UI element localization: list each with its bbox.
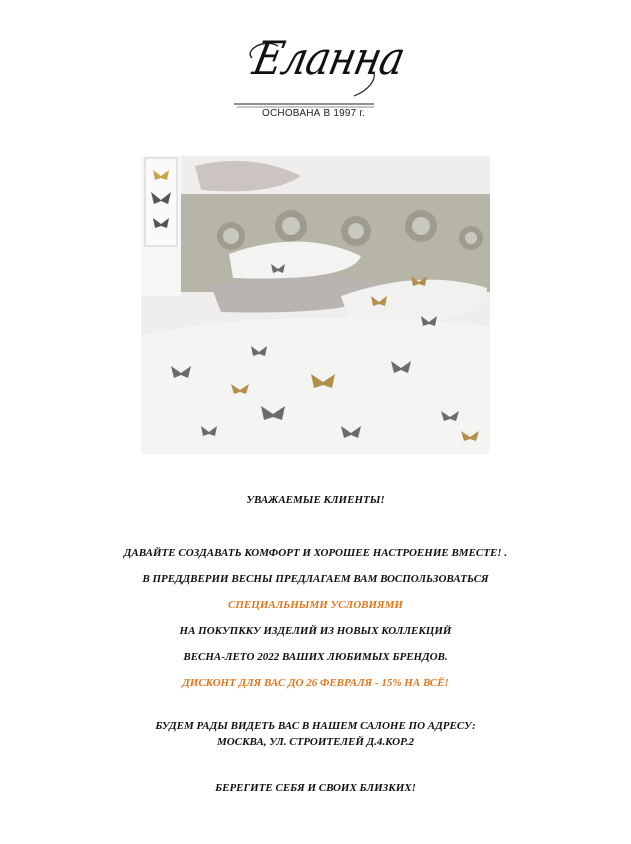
greeting-line: УВАЖАЕМЫЕ КЛИЕНТЫ! [246,494,385,506]
address-line: МОСКВА, УЛ. СТРОИТЕЛЕЙ Д.4.КОР.2 [217,736,414,748]
message-line-4: НА ПОКУПККУ ИЗДЕЛИЙ ИЗ НОВЫХ КОЛЛЕКЦИЙ [179,625,452,637]
message-line-1: ДАВАЙТЕ СОЗДАВАТЬ КОМФОРТ И ХОРОШЕЕ НАСТРОЕНИЕ ВМЕСТЕ! . [123,547,508,559]
address-intro-line: БУДЕМ РАДЫ ВИДЕТЬ ВАС В НАШЕМ САЛОНЕ ПО АДРЕСУ: [155,720,476,732]
closing-line: БЕРЕГИТЕ СЕБЯ И СВОИХ БЛИЗКИХ! [215,782,416,794]
bedding-photo [141,156,490,454]
logo-wordmark: Еланна [248,32,409,86]
discount-line: ДИСКОНТ ДЛЯ ВАС ДО 26 ФЕВРАЛЯ - 15% НА ВСЁ! [182,677,449,689]
logo-tagline: ОСНОВАНА В 1997 г. [262,108,365,119]
message-line-2: В ПРЕДДВЕРИИ ВЕСНЫ ПРЕДЛАГАЕМ ВАМ ВОСПОЛЬЗОВАТЬСЯ [142,573,489,585]
message-line-5: ВЕСНА-ЛЕТО 2022 ВАШИХ ЛЮБИМЫХ БРЕНДОВ. [183,651,448,663]
brand-logo [234,30,409,122]
bedding-illustration [141,156,490,454]
special-conditions-line: СПЕЦИАЛЬНЫМИ УСЛОВИЯМИ [228,599,403,611]
